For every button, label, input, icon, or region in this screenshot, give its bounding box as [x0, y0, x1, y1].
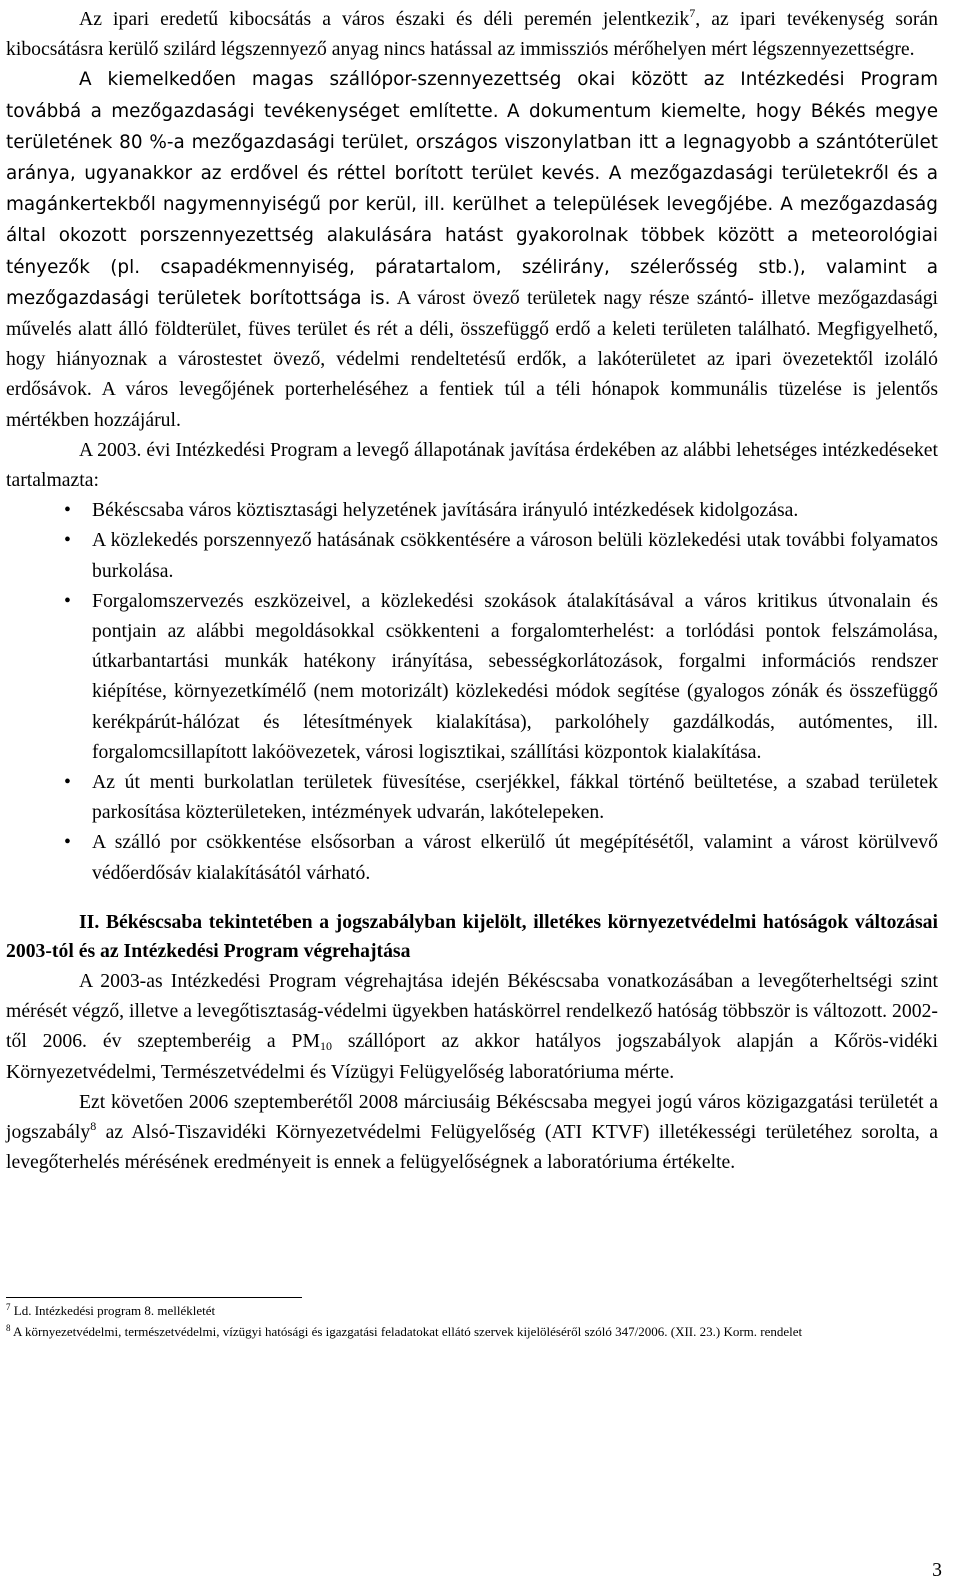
footnote-text: Ld. Intézkedési program 8. mellékletét	[10, 1303, 216, 1318]
measures-list	[6, 495, 938, 888]
bullet-icon: •	[64, 589, 71, 612]
footnote-ref-8: 8	[90, 1118, 97, 1133]
text-segment: A várost övező területek nagy része szántó- illetve mezőgazdasági művelés alatt álló földterület, füves terület és rét a déli, összefüggő erdő a keleti területen található. Megfigyelhető, hogy hiányoznak a várostestet övező, védelmi rendeltetésű erdők, a lakóterületet az ipari övezetektől izoláló erdősávok. A város levegőjének porterheléséhez a fentiek túl a téli hónapok kommunális tüzelése is jelentős mértékben hozzájárul.	[6, 286, 939, 431]
text-segment: A dokumentum kiemelte, hogy Békés megye területének 80 %-a mezőgazdasági terület, országos viszonylatban itt a legnagyobb a szántóterület aránya, ugyanakkor az erdővel és réttel borított terület kevés. A mezőgazdasági területekről és a magánkertekből nagymennyiségű por kerül, ill. kerülhet a települések levegőjébe. A mezőgazdaság által okozott porszennyezettség alakulására hatást gyakorolnak többek között a meteorológiai tényezők (pl. csapadékmennyiség, páratartalom, szélirány, szélerősség stb.), valamint a mezőgazdasági területek borítottsága is.	[6, 100, 939, 309]
page-number: 3	[932, 1559, 942, 1581]
paragraph-authorities	[6, 966, 938, 1087]
text-segment: Az ipari eredetű kibocsátás a város északi és déli peremén jelentkezik	[79, 8, 690, 30]
text-segment: Ezt követően 2006 szeptemberétől 2008 márciusáig Békéscsaba megyei jogú város közigazgatási területét a jogszabály	[6, 1090, 938, 1143]
paragraph-program-measures: A 2003. évi Intézkedési Program a levegő állapotának javítása érdekében az alábbi lehetséges intézkedéseket tartalmazta:	[6, 438, 938, 492]
bullet-icon: •	[64, 771, 71, 794]
text-segment: A 2003-as Intézkedési Program végrehajtása idején Békéscsaba vonatkozásában a levegőterheltségi szint mérését végző, illetve a levegőtisztaság-védelmi ügyekben hatáskörrel rendelkező hatóság többször is változott. 2002-től 2006. év szeptemberéig a PM	[6, 969, 938, 1053]
text-segment: , az ipari tevékenység során kibocsátásra kerülő szilárd légszennyező anyag nincs hatással az immissziós mérőhelyen mért légszennyezettségre.	[6, 8, 938, 61]
footnotes	[6, 1300, 936, 1342]
list-item-text: Az út menti burkolatlan területek füvesítése, cserjékkel, fákkal történő beültetése, a szabad területek parkosítása közterületeken, intézmények udvarán, lakótelepeken.	[92, 771, 938, 824]
text-segment: A kiemelkedően magas szállópor-szennyezettség okai között az Intézkedési Program továbbá a mezőgazdasági tevékenységet említette.	[6, 69, 938, 122]
list-item	[6, 586, 938, 767]
footnote-number: 7	[6, 1302, 11, 1312]
subscript: 10	[319, 1039, 332, 1054]
bullet-icon: •	[64, 831, 71, 854]
list-item-text: A közlekedés porszennyező hatásának csökkentésére a városon belüli közlekedési utak további folyamatos burkolása.	[92, 529, 938, 582]
list-item	[6, 827, 938, 887]
list-item-text: Forgalomszervezés eszközeivel, a közlekedési szokások átalakításával a város kritikus útvonalain és pontjain az alábbi megoldásokkal csökkenteni a forgalomterhelést: a torlódási pontok felszámolása, útkarbantartási munkák hatékony irányítása, sebességkorlátozások, forgalmi információs rendszer kiépítése, környezetkímélő (nem motorizált) közlekedési módok segítése (gyalogos zónák és összefüggő kerékpárút-hálózat és létesítmények kialakítása), parkolóhely gazdálkodás, autómentes, ill. forgalomcsillapított lakóövezetek, városi logisztikai, szállítási központok kialakítása.	[92, 589, 938, 763]
text-segment: az Alsó-Tiszavidéki Környezetvédelmi Felügyelőség (ATI KTVF) illetékességi területéhez sorolta, a levegőterhelés mérésének eredményeit is ennek a felügyelőségnek a laboratóriuma értékelte.	[6, 1120, 938, 1174]
bullet-icon: •	[64, 499, 71, 522]
bullet-icon: •	[64, 529, 71, 552]
list-item	[6, 525, 938, 585]
paragraph-ati-ktvf	[6, 1087, 938, 1178]
section-heading: II. Békéscsaba tekintetében a jogszabályban kijelölt, illetékes környezetvédelmi hatóságok változásai 2003-tól és az Intézkedési Program végrehajtása	[6, 910, 938, 962]
footnote-text: A környezetvédelmi, természetvédelmi, vízügyi hatósági és igazgatási feladatokat ellátó szervek kijelöléséről szóló 347/2006. (XII. 23.) Korm. rendelet	[10, 1324, 803, 1339]
footnote-ref-7: 7	[689, 6, 696, 20]
footnote-7	[6, 1300, 936, 1321]
list-item-text: A szálló por csökkentése elsősorban a várost elkerülő út megépítésétől, valamint a várost körülvevő védőerdősáv kialakításától várható.	[92, 831, 938, 884]
list-item-text: Békéscsaba város köztisztasági helyzetének javítására irányuló intézkedések kidolgozása.	[92, 499, 799, 522]
footnote-separator	[6, 1297, 302, 1298]
list-item	[6, 495, 938, 525]
paragraph-industrial-emissions	[6, 4, 938, 435]
text-segment: szállóport az akkor hatályos jogszabályok alapján a Kőrös-vidéki Környezetvédelmi, Természetvédelmi és Vízügyi Felügyelőség laboratóriuma mérte.	[6, 1030, 938, 1083]
list-item	[6, 767, 938, 827]
footnote-number: 8	[6, 1323, 11, 1333]
footnote-8	[6, 1321, 936, 1342]
